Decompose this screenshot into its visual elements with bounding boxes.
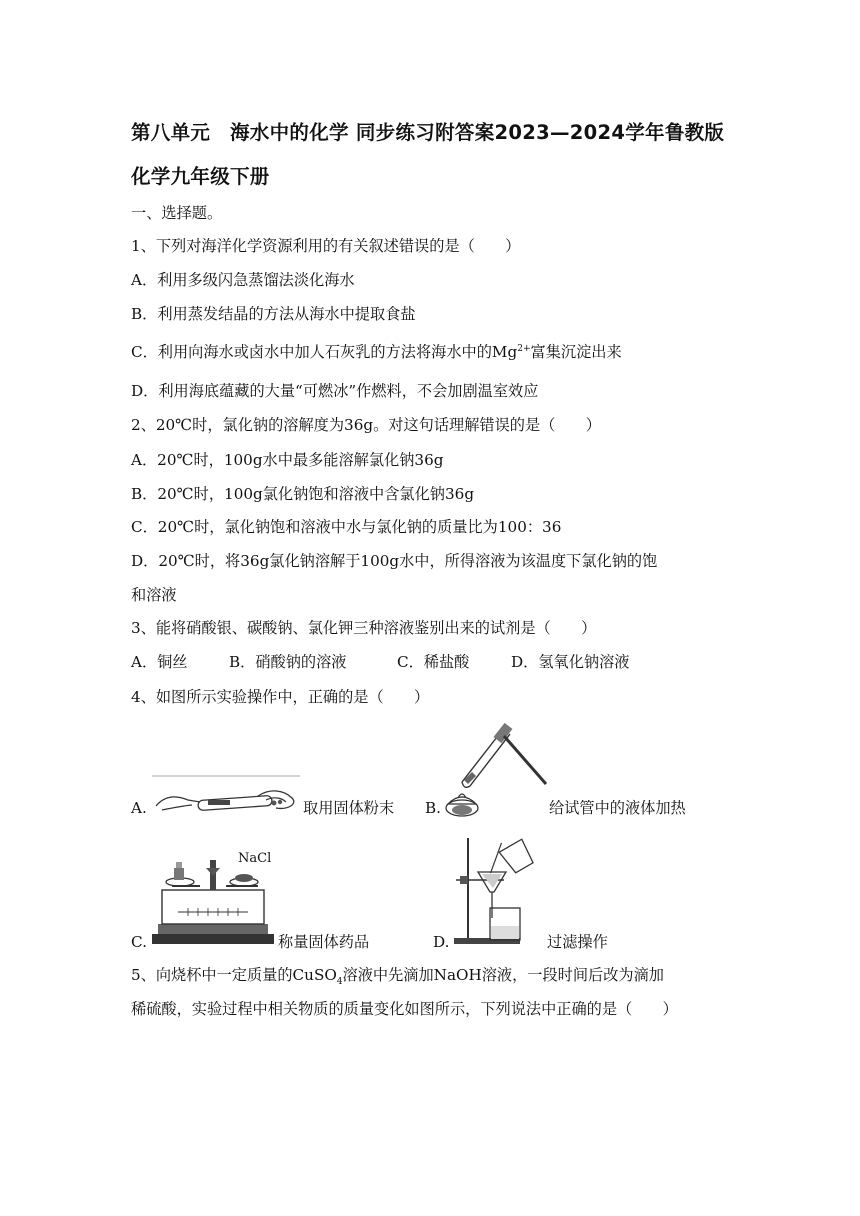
powder-transfer-figure (148, 772, 304, 820)
q2-option-c: C．20℃时，氯化钠饱和溶液中水与氯化钠的质量比为100：36 (131, 518, 562, 536)
q5-stem-line-1 (131, 965, 664, 988)
q4-option-b-text: 给试管中的液体加热 (549, 799, 686, 817)
q5-stem-text: 5、向烧杯中一定质量的CuSO (131, 966, 337, 984)
test-tube-heating-figure (442, 720, 552, 822)
q2-option-d: D．20℃时，将36g氯化钠溶解于100g水中，所得溶液为该温度下氯化钠的饱 (131, 552, 658, 570)
q5-stem-text-end: 溶液中先滴加NaOH溶液，一段时间后改为滴加 (342, 966, 664, 984)
q3-option-c: C．稀盐酸 (397, 653, 470, 671)
q4-option-b-letter: B. (425, 799, 441, 817)
q2-option-b: B．20℃时，100g氯化钠饱和溶液中含氯化钠36g (131, 485, 475, 503)
q2-option-a: A．20℃时，100g水中最多能溶解氯化钠36g (131, 451, 444, 469)
q4-option-a-text: 取用固体粉末 (303, 799, 395, 817)
q3-stem: 3、能将硝酸银、碳酸钠、氯化钾三种溶液鉴别出来的试剂是（ ） (131, 619, 597, 637)
document-title-line-2: 化学九年级下册 (131, 165, 270, 188)
q1-option-c (131, 342, 622, 362)
q4-stem: 4、如图所示实验操作中，正确的是（ ） (131, 688, 430, 706)
filtration-figure (452, 834, 542, 948)
q2-stem: 2、20℃时，氯化钠的溶解度为36g。对这句话理解错误的是（ ） (131, 416, 601, 434)
q3-option-b: B．硝酸钠的溶液 (229, 653, 347, 671)
q1-stem: 1、下列对海洋化学资源利用的有关叙述错误的是（ ） (131, 237, 521, 255)
document-title-line-1: 第八单元 海水中的化学 同步练习附答案2023—2024学年鲁教版 (131, 121, 725, 144)
q4-option-d-text: 过滤操作 (547, 933, 608, 951)
q4-option-a-letter: A. (131, 799, 147, 817)
q1-option-d: D．利用海底蕴藏的大量“可燃冰”作燃料，不会加剧温室效应 (131, 382, 539, 400)
q4-option-d-letter: D. (433, 933, 450, 951)
balance-figure (148, 846, 278, 948)
q4-option-c-letter: C. (131, 933, 147, 951)
q2-option-d-continued: 和溶液 (131, 586, 177, 604)
q3-option-d: D．氢氧化钠溶液 (511, 653, 630, 671)
q5-stem-line-2: 稀硫酸，实验过程中相关物质的质量变化如图所示，下列说法中正确的是（ ） (131, 1000, 678, 1018)
q5-formula-subscript: 4 (336, 977, 343, 988)
nacl-label: NaCl (238, 851, 272, 866)
q4-option-c-text: 称量固体药品 (278, 933, 370, 951)
q1-option-c-text: C．利用向海水或卤水中加人石灰乳的方法将海水中的Mg (131, 343, 518, 361)
q3-option-a: A．铜丝 (131, 653, 188, 671)
q1-option-c-text-end: 富集沉淀出来 (530, 343, 622, 361)
q1-option-b: B．利用蒸发结晶的方法从海水中提取食盐 (131, 305, 416, 323)
q1-option-c-charge: 2+ (517, 343, 531, 354)
section-heading: 一、选择题。 (131, 204, 223, 222)
q1-option-a: A．利用多级闪急蒸馏法淡化海水 (131, 271, 355, 289)
